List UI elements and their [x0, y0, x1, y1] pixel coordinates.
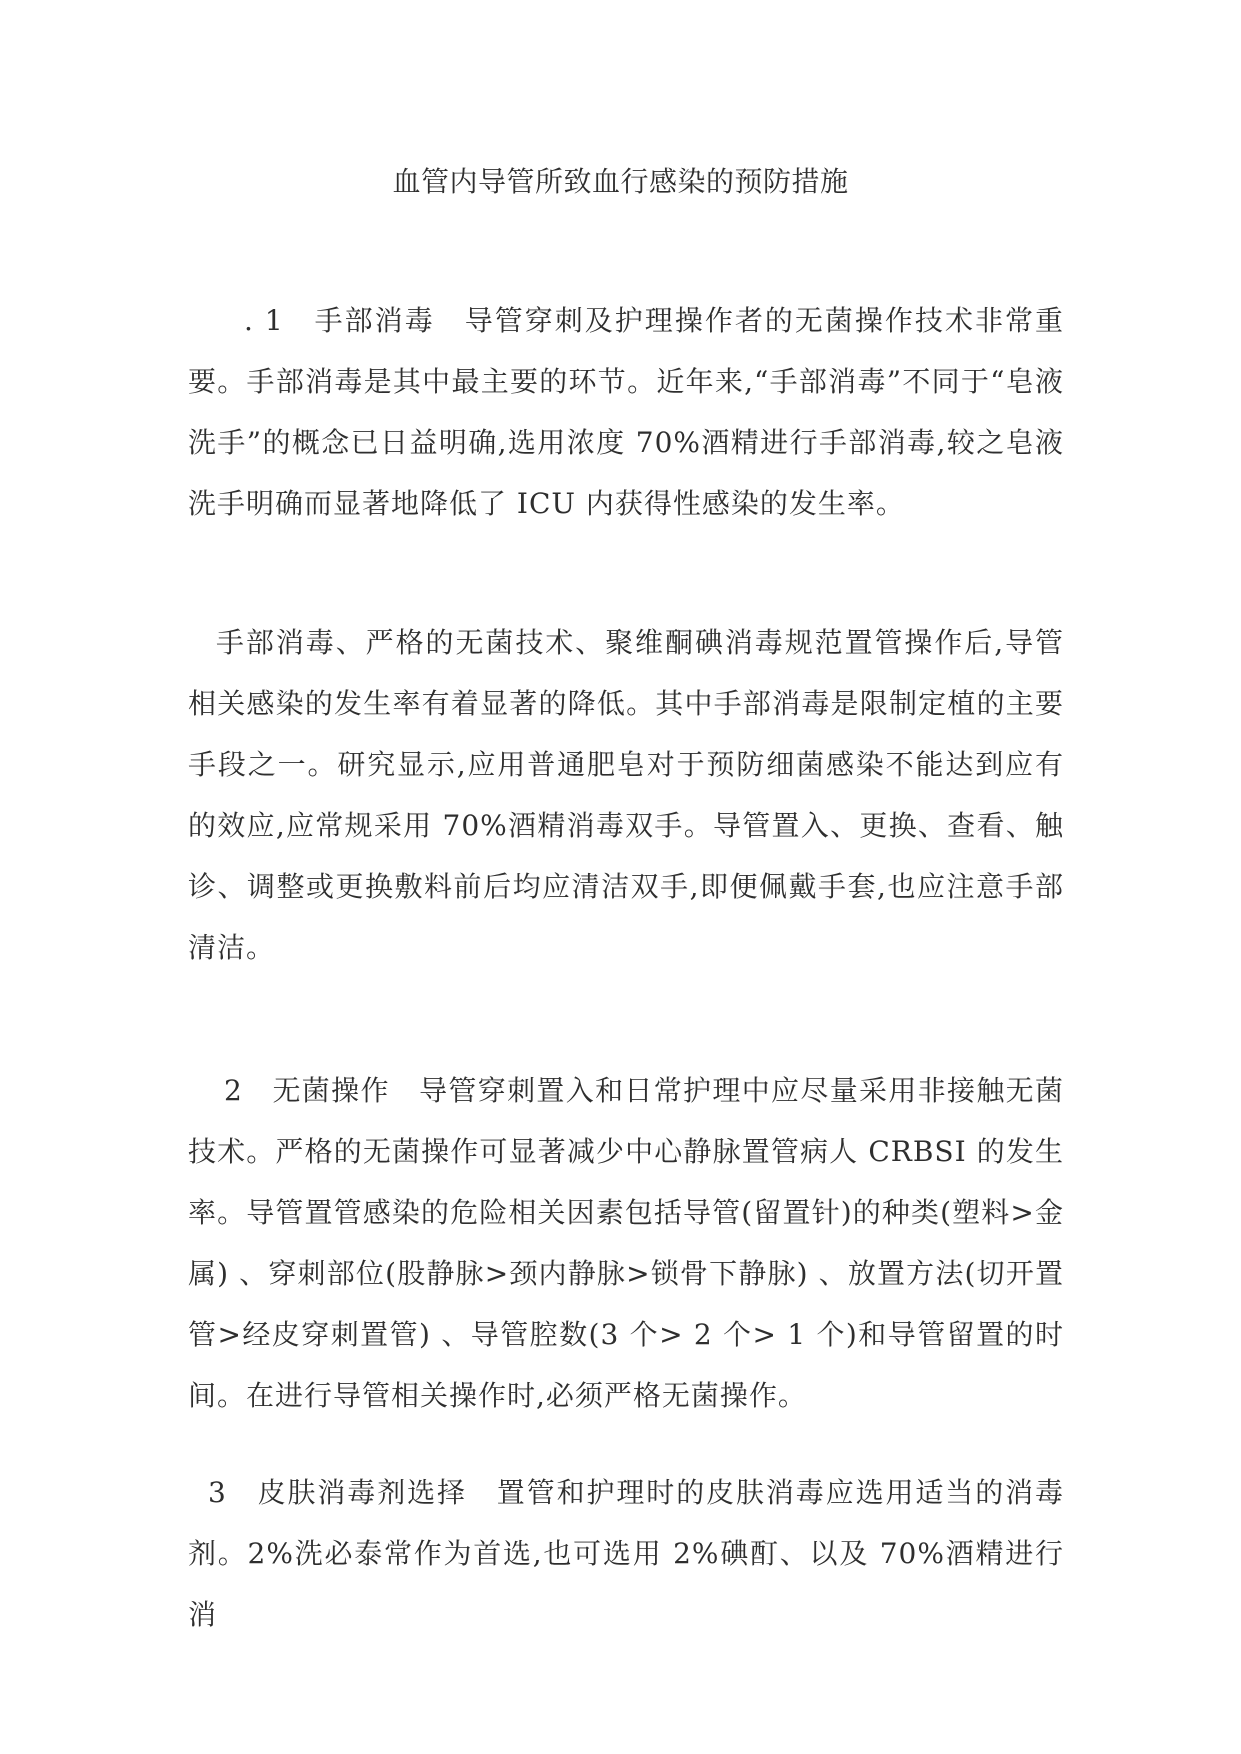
paragraph-aseptic-operation: 2 无菌操作 导管穿刺置入和日常护理中应尽量采用非接触无菌技术。严格的无菌操作可显著减少中心静脉置管病人 CRBSI 的发生率。导管置管感染的危险相关因素包括导管(留置针)的种类(塑料>金属) 、穿刺部位(股静脉>颈内静脉>锁骨下静脉) 、放置方法(切开置管>经皮穿刺置管) 、导管腔数(3 个> 2 个> 1 个)和导管留置的时间。在进行导管相关操作时,必须严格无菌操作。: [188, 1074, 1064, 1412]
document-title: 血管内导管所致血行感染的预防措施: [392, 165, 849, 198]
paragraph-hand-disinfection-detail: 手部消毒、严格的无菌技术、聚维酮碘消毒规范置管操作后,导管相关感染的发生率有着显著的降低。其中手部消毒是限制定植的主要手段之一。研究显示,应用普通肥皂对于预防细菌感染不能达到应有的效应,应常规采用 70%酒精消毒双手。导管置入、更换、查看、触诊、调整或更换敷料前后均应清洁双手,即便佩戴手套,也应注意手部清洁。: [188, 626, 1064, 964]
paragraph-hand-disinfection: . 1 手部消毒 导管穿刺及护理操作者的无菌操作技术非常重要。手部消毒是其中最主要的环节。近年来,“手部消毒”不同于“皂液洗手”的概念已日益明确,选用浓度 70%酒精进行手部消毒,较之皂液洗手明确而显著地降低了 ICU 内获得性感染的发生率。: [188, 304, 1064, 520]
paragraph-skin-disinfectant: 3 皮肤消毒剂选择 置管和护理时的皮肤消毒应选用适当的消毒剂。2%洗必泰常作为首选,也可选用 2%碘酊、以及 70%酒精进行消: [188, 1476, 1064, 1631]
